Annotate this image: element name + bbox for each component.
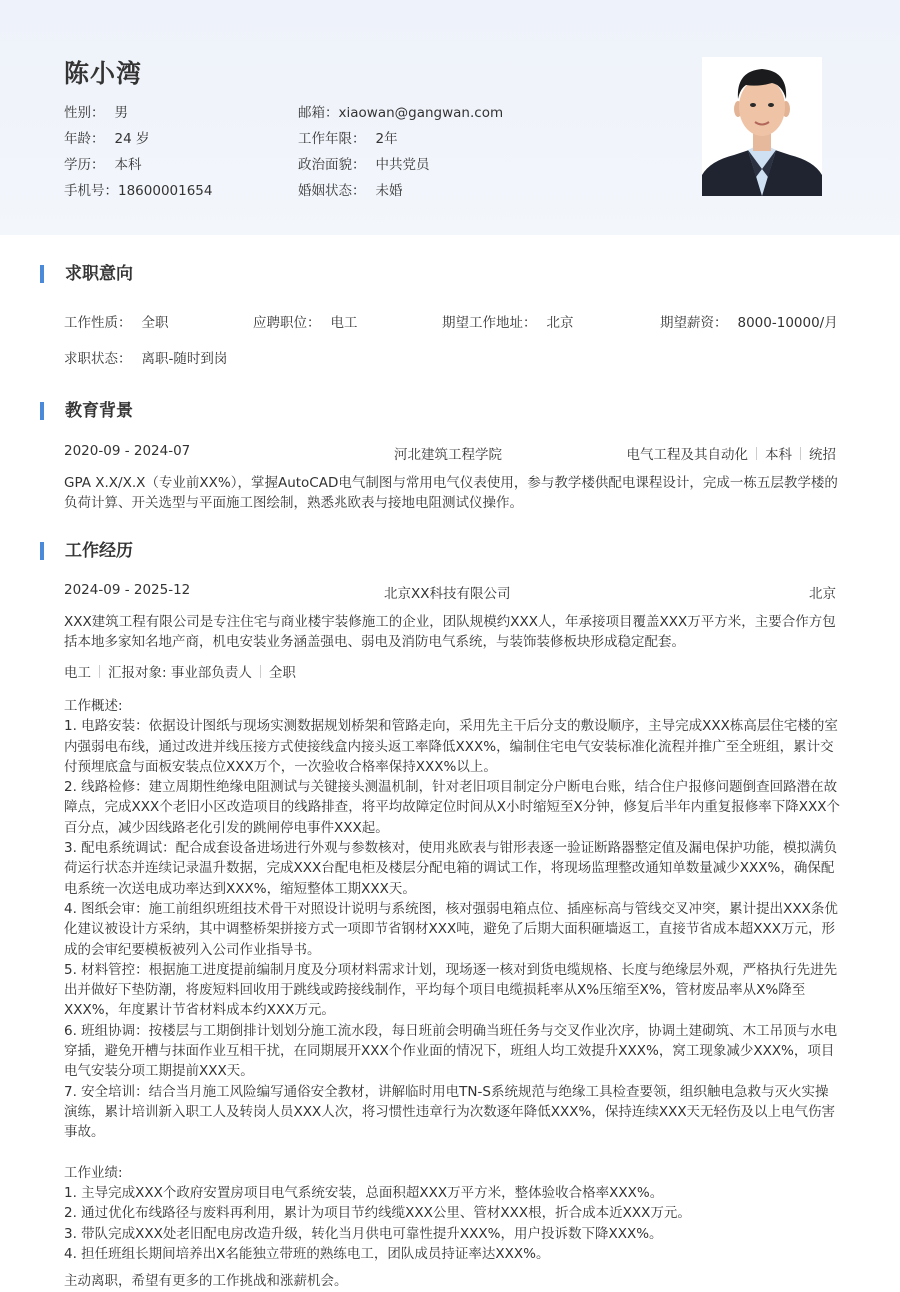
- duty-item: 3. 配电系统调试：配合成套设备进场进行外观与参数核对，使用兆欧表与钳形表逐一验证断路器整定值及漏电保护功能，模拟满负荷运行状态并连续记录温升数据，完成XXX台配电柜及楼层分配电箱的调试工作，将现场监理整改通知单数量减少XXX%，确保配电系统一次送电成功率达到XXX%，缩短整体工期XXX天。: [64, 840, 838, 897]
- city-value: 北京: [546, 315, 574, 331]
- marital-value: 未婚: [375, 183, 403, 199]
- education-section-title: [40, 400, 133, 422]
- edu-period: 2020-09 - 2024-07: [64, 443, 191, 459]
- duty-item: 5. 材料管控：根据施工进度提前编制月度及分项材料需求计划，现场逐一核对到货电缆规格、长度与绝缘层外观，严格执行先进先出并做好下垫防潮，将废短料回收用于跳线或跨接线制作，平均每个项目电缆损耗率从X%压缩至X%，管材废品率从X%降至XXX%，年度累计节省材料成本约XXX万元。: [64, 961, 838, 1019]
- duty-item: 7. 安全培训：结合当月施工风险编写通俗安全教材，讲解临时用电TN-S系统规范与绝缘工具检查要领，组织触电急救与灭火实操演练，累计培训新入职工人及转岗人员XXX人次，将习惯性违章行为次数逐年降低XXX%，保持连续XXX天无轻伤及以上电气伤害事故。: [64, 1083, 836, 1141]
- duty-item: 2. 线路检修：建立周期性绝缘电阻测试与关键接头测温机制，针对老旧项目制定分户断电台账，结合住户报修问题倒查回路潜在故障点，完成XXX个老旧小区改造项目的线路排查，将平均故障定位时间从X小时缩短至X分钟，修复后半年内重复报修率下降XXX个百分点，减少因线路老化引发的跳闸停电事件XXX起。: [64, 779, 840, 836]
- blank-line: [64, 1143, 840, 1163]
- edu-school: 河北建筑工程学院: [394, 447, 502, 463]
- years-label: 工作年限：: [298, 131, 366, 147]
- phone-label: 手机号：: [64, 183, 118, 199]
- email-row: [298, 101, 503, 121]
- city-row: [442, 311, 574, 331]
- section-accent-bar: [40, 265, 44, 283]
- achievement-item: 4. 担任班组长期间培养出X名能独立带班的熟练电工，团队成员持证率达XXX%。: [64, 1246, 550, 1263]
- edu-meta: [627, 443, 837, 463]
- section-accent-bar: [40, 402, 44, 420]
- phone-value: 18600001654: [118, 183, 213, 199]
- years-value: 2年: [375, 131, 398, 147]
- achievement-item: 3. 带队完成XXX处老旧配电房改造升级，转化当月供电可靠性提升XXX%，用户投诉数下降XXX%。: [64, 1225, 663, 1242]
- gender-label: 性别：: [64, 105, 105, 121]
- duty-item: 6. 班组协调：按楼层与工期倒排计划划分施工流水段，每日班前会明确当班任务与交叉作业次序，协调土建砌筑、木工吊顶与水电穿插，避免开槽与抹面作业互相干扰，在同期展开XXX个作业面的情况下，班组人均工效提升XXX%，窝工现象减少XXX%，项目电气安装分项工期提前XXX天。: [64, 1022, 838, 1080]
- gender-value: 男: [114, 105, 128, 121]
- job-status-value: 离职-随时到岗: [141, 351, 228, 367]
- job-status-row: [64, 347, 227, 367]
- city-label: 期望工作地址：: [442, 315, 537, 331]
- divider: [800, 447, 801, 460]
- position-row: [253, 311, 358, 331]
- edu-degree: 本科: [765, 447, 792, 463]
- work-details: [64, 696, 840, 1292]
- duty-item: 1. 电路安装：依据设计图纸与现场实测数据规划桥架和管路走向，采用先主干后分支的敷设顺序，主导完成XXX栋高层住宅楼的室内强弱电布线，通过改进并线压接方式使接线盒内接头返工率降低XXX%，编制住宅电气安装标准化流程并推广至全班组，累计交付预埋底盒与面板安装点位XXX万个，一次验收合格率保持XXX%以上。: [64, 718, 838, 775]
- divider: [756, 447, 757, 460]
- leave-reason: 主动离职，希望有更多的工作挑战和涨薪机会。: [64, 1273, 348, 1290]
- section-accent-bar: [40, 542, 44, 560]
- edu-major: 电气工程及其自动化: [626, 447, 748, 463]
- salary-label: 期望薪资：: [660, 315, 728, 331]
- salary-row: [660, 311, 838, 331]
- overview-label: 工作概述:: [64, 698, 123, 714]
- profile-photo: [702, 57, 822, 196]
- edu-label: 学历：: [64, 157, 105, 173]
- candidate-name: 陈小湾: [64, 59, 143, 88]
- intention-title-text: 求职意向: [65, 264, 133, 284]
- achievements-label: 工作业绩:: [64, 1164, 123, 1181]
- work-section-title: [40, 540, 133, 562]
- edu-row: [64, 153, 142, 173]
- work-tag-position: 电工: [64, 665, 91, 681]
- political-row: [298, 153, 430, 173]
- salary-value: 8000-10000/月: [737, 315, 838, 331]
- edu-description: GPA X.X/X.X（专业前XX%），掌握AutoCAD电气制图与常用电气仪表使用，参与教学楼供配电课程设计，完成一栋五层教学楼的负荷计算、开关选型与平面施工图绘制，熟悉兆欧表与接地电阻测试仪操作。: [64, 475, 838, 512]
- work-company: 北京XX科技有限公司: [384, 586, 511, 602]
- job-type-label: 工作性质：: [64, 315, 132, 331]
- email-value: xiaowan@gangwan.com: [338, 105, 504, 121]
- years-row: [298, 127, 398, 147]
- position-label: 应聘职位：: [253, 315, 321, 331]
- political-label: 政治面貌：: [298, 157, 366, 173]
- edu-value: 本科: [114, 157, 142, 173]
- edu-enroll: 统招: [809, 447, 836, 463]
- achievement-item: 2. 通过优化布线路径与废料再利用，累计为项目节约线缆XXX公里、管材XXX根，折合成本近XXX万元。: [64, 1205, 691, 1222]
- job-status-label: 求职状态：: [64, 351, 132, 367]
- age-row: [64, 127, 149, 147]
- divider: [99, 665, 100, 678]
- intention-section-title: [40, 263, 133, 285]
- company-description: XXX建筑工程有限公司是专注住宅与商业楼宇装修施工的企业，团队规模约XXX人，年承接项目覆盖XXX万平方米，主要合作方包括本地多家知名地产商，机电安装业务涵盖强电、弱电及消防电气系统，与装饰装修板块形成稳定配套。: [64, 614, 836, 651]
- work-tag-type: 全职: [268, 665, 296, 681]
- work-title-text: 工作经历: [65, 541, 133, 561]
- phone-row: [64, 179, 212, 199]
- political-value: 中共党员: [375, 157, 430, 173]
- marital-label: 婚姻状态：: [298, 183, 366, 199]
- job-type-row: [64, 311, 169, 331]
- work-city: 北京: [809, 586, 836, 602]
- duty-item: 4. 图纸会审：施工前组织班组技术骨干对照设计说明与系统图，核对强弱电箱点位、插座标高与管线交叉冲突，累计提出XXX条优化建议被设计方采纳，其中调整桥架拼接方式一项即节省钢材XXX吨，避免了后期大面积砸墙返工，直接节省成本超XXX万元，形成的会审纪要模板被列入公司作业指导书。: [64, 900, 838, 958]
- work-tag-report: 汇报对象: 事业部负责人: [108, 665, 252, 681]
- marital-row: [298, 179, 403, 199]
- job-type-value: 全职: [141, 315, 169, 331]
- achievement-item: 1. 主导完成XXX个政府安置房项目电气系统安装，总面积超XXX万平方米，整体验收合格率XXX%。: [64, 1185, 664, 1202]
- age-value: 24 岁: [114, 131, 150, 147]
- gender-row: [64, 101, 128, 121]
- position-value: 电工: [330, 315, 358, 331]
- education-title-text: 教育背景: [65, 401, 133, 421]
- work-period: 2024-09 - 2025-12: [64, 582, 191, 598]
- email-label: 邮箱：: [298, 105, 339, 121]
- divider: [260, 665, 261, 678]
- age-label: 年龄：: [64, 131, 105, 147]
- work-tags: [64, 661, 296, 681]
